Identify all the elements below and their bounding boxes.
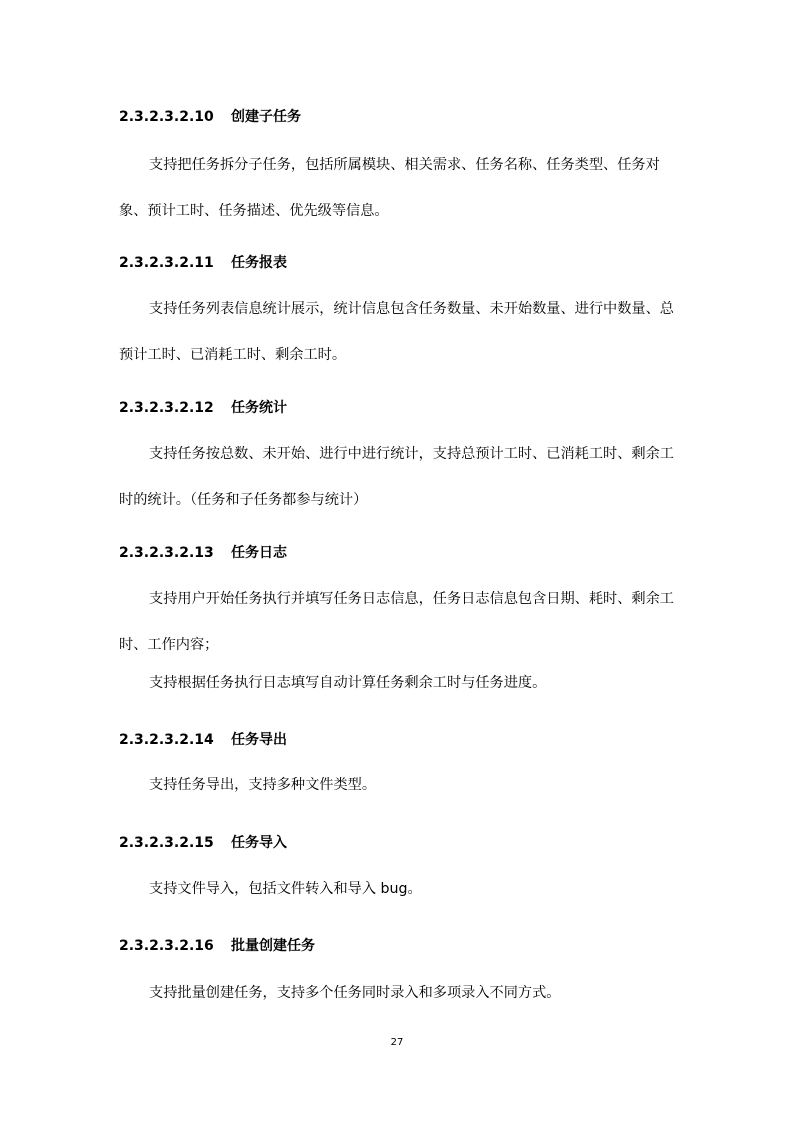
section-heading	[119, 833, 287, 853]
section-heading	[119, 253, 287, 273]
section-title: 任务统计	[231, 400, 287, 416]
section-paragraph: 支持任务按总数、未开始、进行中进行统计，支持总预计工时、已消耗工时、剩余工时的统计。（任务和子任务都参与统计）	[119, 446, 674, 508]
section-paragraph: 支持用户开始任务执行并填写任务日志信息，任务日志信息包含日期、耗时、剩余工时、工作内容；	[119, 591, 674, 653]
section-title: 任务日志	[231, 545, 287, 561]
section-number: 2.3.2.3.2.16	[119, 938, 214, 954]
section-title: 任务报表	[231, 255, 287, 271]
section-number: 2.3.2.3.2.11	[119, 255, 214, 271]
section-paragraph: 支持批量创建任务，支持多个任务同时录入和多项录入不同方式。	[149, 985, 561, 1001]
section-paragraph: 支持任务列表信息统计展示，统计信息包含任务数量、未开始数量、进行中数量、总预计工时、已消耗工时、剩余工时。	[119, 301, 674, 363]
section-title: 任务导出	[231, 732, 287, 748]
section-number: 2.3.2.3.2.12	[119, 400, 214, 416]
section-paragraph: 支持任务导出，支持多种文件类型。	[149, 777, 377, 793]
section-paragraph: 支持根据任务执行日志填写自动计算任务剩余工时与任务进度。	[149, 675, 547, 691]
section-number: 2.3.2.3.2.14	[119, 732, 214, 748]
section-number: 2.3.2.3.2.15	[119, 835, 214, 851]
section-paragraph: 支持文件导入，包括文件转入和导入 bug。	[149, 881, 422, 897]
section-heading	[119, 107, 301, 127]
section-heading	[119, 936, 315, 956]
section-number: 2.3.2.3.2.10	[119, 109, 214, 125]
section-heading	[119, 398, 287, 418]
section-heading	[119, 730, 287, 750]
section-heading	[119, 543, 287, 563]
section-title: 任务导入	[231, 835, 287, 851]
section-number: 2.3.2.3.2.13	[119, 545, 214, 561]
section-paragraph: 支持把任务拆分子任务，包括所属模块、相关需求、任务名称、任务类型、任务对象、预计工时、任务描述、优先级等信息。	[119, 157, 660, 219]
section-title: 批量创建任务	[231, 938, 315, 954]
page-number: 27	[390, 1037, 404, 1048]
section-title: 创建子任务	[231, 109, 301, 125]
